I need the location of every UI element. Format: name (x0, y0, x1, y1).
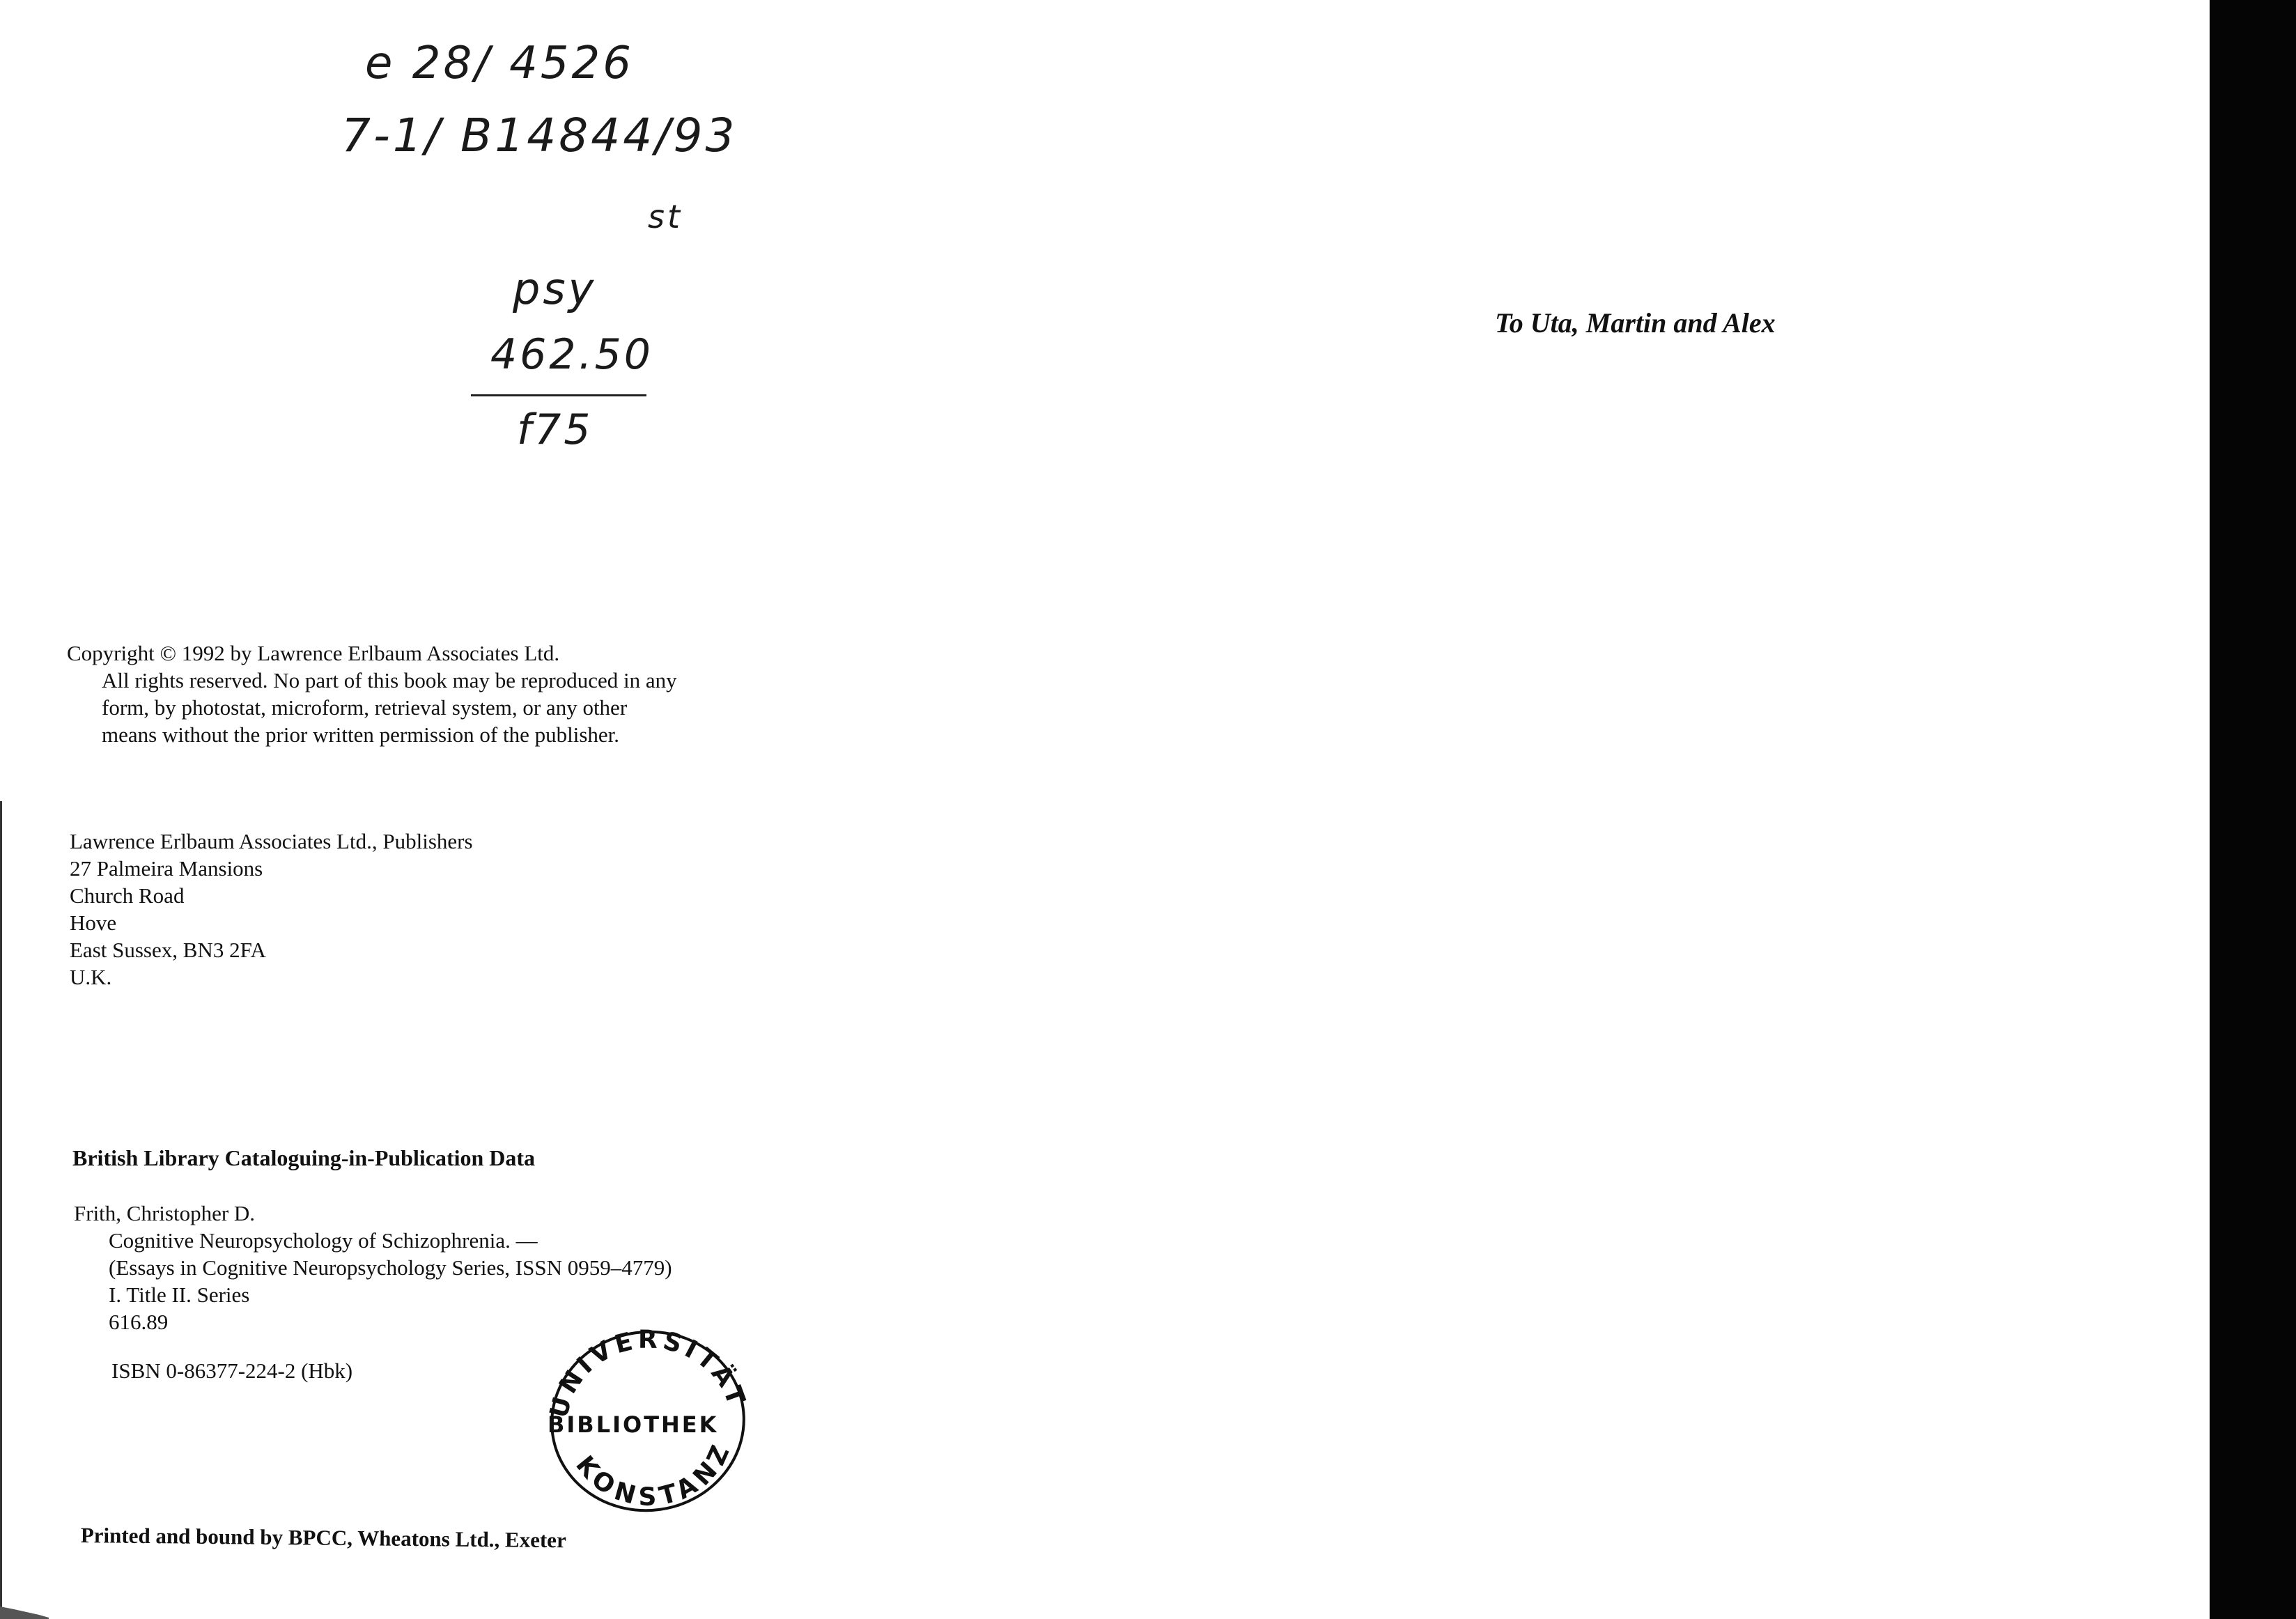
scan-edge-right-lower (2226, 1519, 2296, 1619)
address-line: 27 Palmeira Mansions (70, 856, 263, 881)
address-line: East Sussex, BN3 2FA (70, 938, 266, 962)
rights-line: means without the prior written permission of the publisher. (102, 722, 620, 747)
isbn: ISBN 0-86377-224-2 (Hbk) (111, 1358, 353, 1383)
rights-line: form, by photostat, microform, retrieval system, or any other (102, 695, 628, 720)
cip-title: Cognitive Neuropsychology of Schizophrenia. — (109, 1228, 538, 1253)
address-line: Lawrence Erlbaum Associates Ltd., Publishers (70, 829, 473, 853)
handwritten-shelf-subject: psy (513, 263, 597, 314)
address-line: U.K. (70, 965, 112, 989)
handwritten-mark: st (648, 198, 683, 235)
dedication: To Uta, Martin and Alex (1495, 307, 1776, 339)
publisher-address (70, 828, 473, 991)
copyright-notice (67, 640, 677, 748)
cip-classification: 616.89 (109, 1310, 169, 1334)
handwritten-divider-line (471, 394, 646, 396)
printer-credit: Printed and bound by BPCC, Wheatons Ltd., Exeter (80, 1523, 566, 1553)
stamp-top-arc: UNIVERSITÄT (544, 1325, 752, 1421)
handwritten-shelf-number: 462.50 (490, 330, 653, 379)
address-line: Church Road (70, 883, 185, 908)
cip-heading: British Library Cataloguing-in-Publication Data (72, 1145, 536, 1170)
stamp-bottom-arc: KONSTANZ (570, 1436, 738, 1512)
rights-line: All rights reserved. No part of this book may be reproduced in any (102, 668, 677, 692)
handwritten-inventory-number: 7-1/ B14844/93 (341, 109, 738, 162)
scan-edge-left (0, 801, 2, 1619)
cip-subjects: I. Title II. Series (109, 1283, 250, 1307)
address-line: Hove (70, 911, 117, 935)
cip-record (74, 1200, 672, 1335)
scan-edge-right (2210, 0, 2296, 1619)
scan-artifact-icon (0, 1602, 49, 1619)
handwritten-shelf-suffix: f75 (517, 405, 594, 454)
svg-text:KONSTANZ (570, 1436, 737, 1512)
cip-author: Frith, Christopher D. (74, 1201, 256, 1225)
copyright-line: Copyright © 1992 by Lawrence Erlbaum Associates Ltd. (67, 641, 560, 665)
cip-series: (Essays in Cognitive Neuropsychology Series, ISSN 0959–4779) (109, 1255, 672, 1280)
handwritten-accession-number: e 28/ 4526 (365, 38, 634, 89)
library-stamp-icon (538, 1318, 758, 1520)
svg-text:UNIVERSITÄT (545, 1326, 752, 1421)
stamp-middle-text: BIBLIOTHEK (548, 1411, 719, 1438)
